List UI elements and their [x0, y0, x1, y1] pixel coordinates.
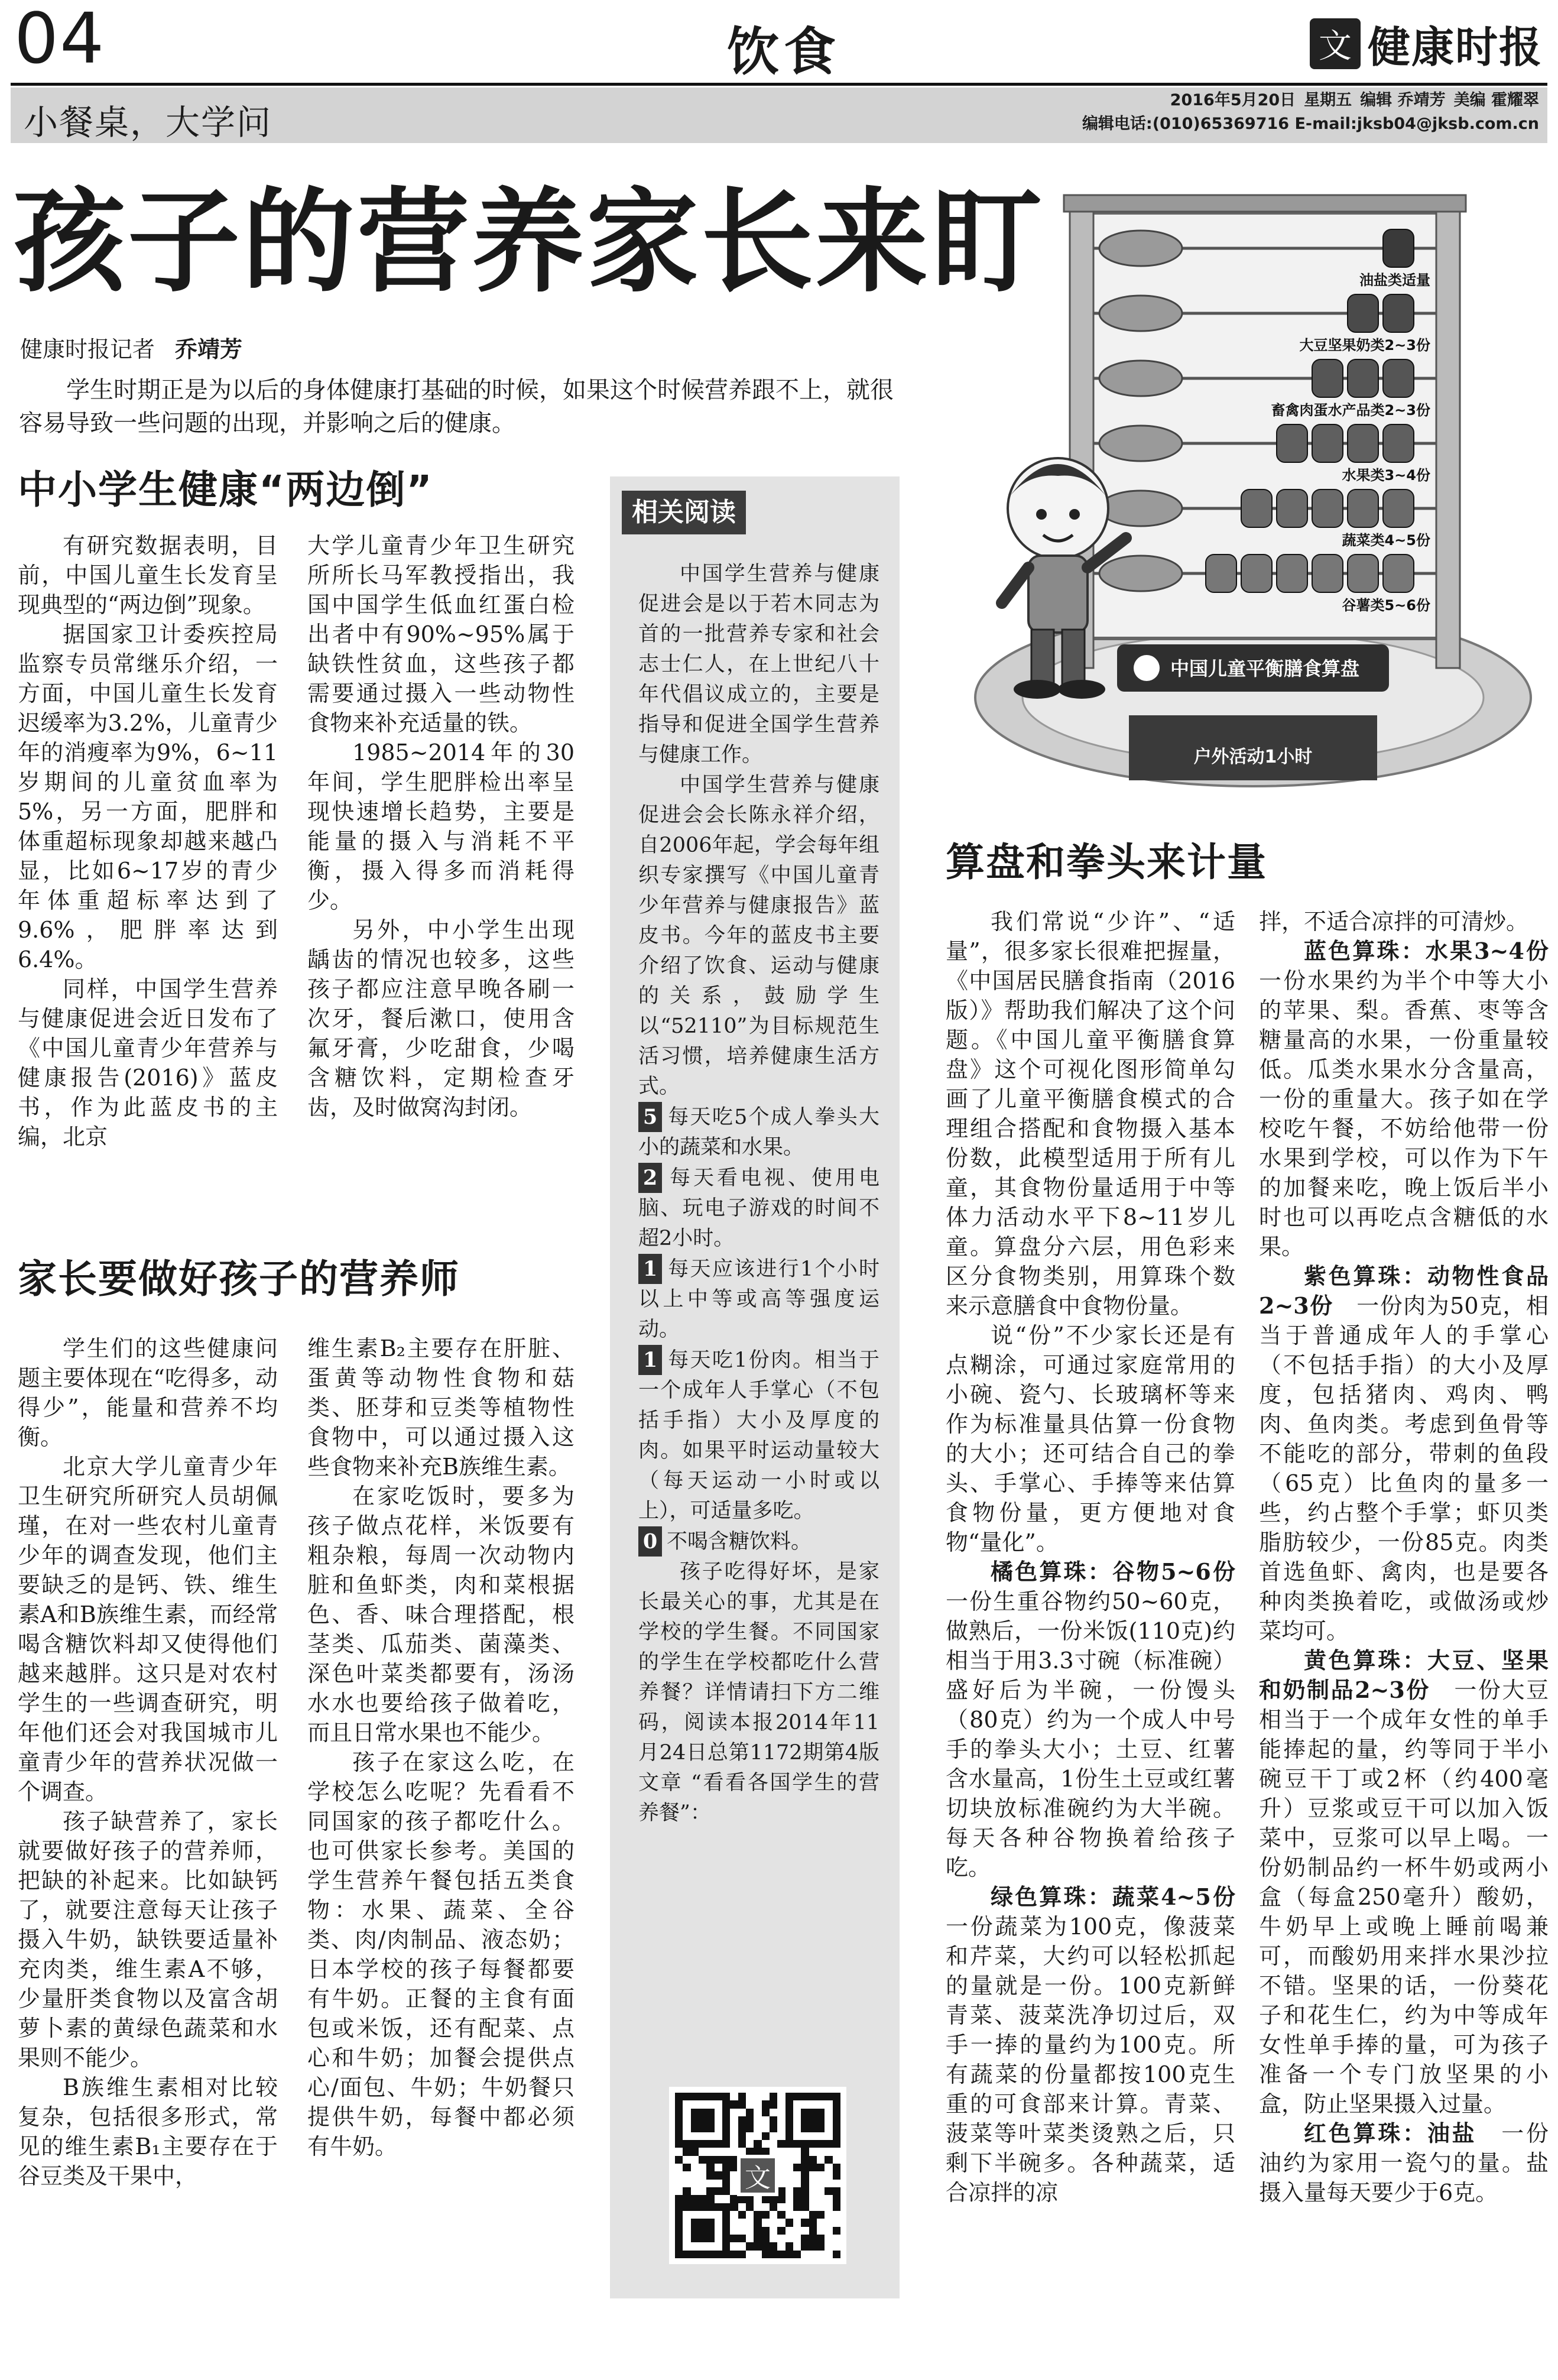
abacus-bead	[1312, 424, 1343, 462]
abacus-bead	[1241, 555, 1272, 592]
portion-text: 一份油约为家用一瓷勺的量。盐摄入量每天要少于6克。	[1259, 2120, 1549, 2206]
rule-number: 2	[638, 1163, 662, 1193]
food-icon	[1099, 361, 1182, 396]
lead-paragraph: 学生时期正是为以后的身体健康打基础的时候，如果这个时候营养跟不上，就很容易导致一些问题的出现，并影响之后的健康。	[19, 377, 894, 437]
section2-col1	[18, 1334, 278, 2191]
paragraph: 在家吃饭时，要多为孩子做点花样，米饭要有粗杂粮，每周一次动物内脏和鱼虾类，肉和菜根据色、香、味合理搭配，根茎类、瓜茄类、菌藻类、深色叶菜类都要有，汤汤水水也要给孩子做着吃，而且日常水果也不能少。	[307, 1483, 574, 1746]
issue-date: 2016年5月20日	[1170, 91, 1296, 109]
rule-item	[638, 1345, 879, 1526]
section3-col1	[946, 907, 1235, 2207]
related-reading-title: 相关阅读	[622, 491, 746, 534]
editor: 编辑 乔靖芳	[1360, 91, 1446, 109]
paragraph	[1259, 1646, 1549, 2119]
contact-line: 编辑电话:(010)65369716 E-mail:jksb04@jksb.com.cn	[1082, 115, 1539, 133]
rule-item	[638, 1254, 879, 1345]
portion-label: 橘色算珠：谷物5~6份	[991, 1558, 1235, 1585]
section3-col2	[1259, 907, 1549, 2207]
paragraph: 拌，不适合凉拌的可清炒。	[1259, 909, 1529, 935]
paragraph: 孩子缺营养了，家长就要做好孩子的营养师，把缺的补起来。比如缺钙了，就要注意每天让孩子摄入牛奶，缺铁要适量补充肉类，维生素A不够，少量肝类食物以及富含胡萝卜素的黄绿色蔬菜和水果则不能少。	[18, 1808, 278, 2071]
abacus-bead	[1277, 489, 1307, 527]
rule-item	[638, 1102, 879, 1163]
paragraph: 维生素B₂主要存在肝脏、蛋黄等动物性食物和菇类、胚芽和豆类等植物性食物中，可以通过摄入这些食物来补充B族维生素。	[307, 1335, 574, 1480]
section2-title: 家长要做好孩子的营养师	[18, 1256, 460, 1302]
abacus-row-label: 畜禽肉蛋水产品类2~3份	[1271, 402, 1430, 419]
abacus-bead	[1383, 294, 1414, 332]
logo-mark: 文	[1310, 18, 1361, 69]
food-icon	[1099, 556, 1182, 591]
byline-name: 乔靖芳	[175, 336, 243, 362]
paragraph: 北京大学儿童青少年卫生研究所研究人员胡佩瑾，在对一些农村儿童青少年的调查发现，他们主要缺乏的是钙、铁、维生素A和B族维生素，而经常喝含糖饮料却又使得他们越来越胖。这只是对农村学生的一些调查研究，明年他们还会对我国城市儿童青少年的营养状况做一个调查。	[18, 1454, 278, 1805]
paragraph: 说“份”不少家长还是有点糊涂，可通过家庭常用的小碗、瓷勺、长玻璃杯等来作为标准量具估算一份食物的大小；还可结合自己的拳头、手掌心、手捧等来估算食物份量，更方便地对食物“量化”。	[946, 1322, 1235, 1555]
food-icon	[1099, 491, 1182, 526]
paragraph: 据国家卫计委疾控局监察专员常继乐介绍，一方面，中国儿童生长发育迟缓率为3.2%，儿童青少年的消瘦率为9%，6~11岁期间的儿童贫血率为5%，另一方面，肥胖和体重超标现象却越来越凸显，比如6~17岁的青少年体重超标率达到了9.6%，肥胖率达到6.4%。	[18, 621, 278, 972]
paragraph	[1259, 1262, 1549, 1646]
column-name: 小餐桌，大学问	[24, 102, 272, 142]
rule-text: 每天应该进行1个小时以上中等或高等强度运动。	[638, 1257, 879, 1341]
portion-text: 一份肉为50克，相当于普通成年人的手掌心（不包括手指）的大小及厚度，包括猪肉、鸡肉、鸭肉、鱼肉类。考虑到鱼骨等不能吃的部分，带刺的鱼段（65克）比鱼肉的量多一些，约占整个手掌；虾贝类脂肪较少，一份85克。肉类首选鱼虾、禽肉，也是要各种肉类换着吃，或做汤或炒菜均可。	[1259, 1293, 1549, 1644]
byline	[20, 331, 242, 364]
abacus-bead	[1383, 229, 1414, 267]
portion-text: 一份水果约为半个中等大小的苹果、梨。香蕉、枣等含糖量高的水果，一份重量较低。瓜类水果水分含量高，一份的重量大。孩子如在学校吃午餐，不妨给他带一份水果到学校，可以作为下午的加餐来吃，晚上饭后半小时也可以再吃点含糖低的水果。	[1259, 968, 1549, 1260]
rule-number: 0	[638, 1526, 662, 1557]
abacus-top-bar	[1064, 195, 1466, 212]
section2-col2	[307, 1334, 574, 2161]
paragraph	[1259, 936, 1549, 1262]
portion-text: 一份大豆相当于一个成年女性的单手能捧起的量，约等同于半小碗豆干丁或2杯（约400毫升）豆浆或豆干可以加入饭菜中，豆浆可以早上喝。一份奶制品约一杯牛奶或两小盒（每盒250毫升）酸奶，牛奶早上或晚上睡前喝兼可，而酸奶用来拌水果沙拉不错。坚果的话，一份葵花子和花生仁，约为中等成年女性单手捧的量，可为孩子准备一个专门放坚果的小盒，防止坚果摄入过量。	[1259, 1677, 1549, 2117]
page-number: 04	[14, 0, 106, 79]
issue-meta	[1082, 89, 1539, 136]
abacus-bead	[1277, 555, 1307, 592]
rule-text: 每天吃5个成人拳头大小的蔬菜和水果。	[638, 1105, 879, 1159]
portion-label: 红色算珠：油盐	[1304, 2120, 1477, 2146]
abacus-bead	[1348, 424, 1378, 462]
paragraph: 大学儿童青少年卫生研究所所长马军教授指出，我国中国学生低血红蛋白检出者中有90%~95%属于缺铁性贫血，这些孩子都需要通过摄入一些动物性食物来补充适量的铁。	[307, 533, 574, 736]
paragraph	[946, 1882, 1235, 2207]
abacus-bead	[1383, 489, 1414, 527]
paragraph: 另外，中小学生出现龋齿的情况也较多，这些孩子都应注意早晚各刷一次牙，餐后漱口，使用含氟牙膏，少吃甜食，少喝含糖饮料，定期检查牙齿，及时做窝沟封闭。	[307, 917, 574, 1120]
paragraph	[1259, 2119, 1549, 2207]
paragraph: 中国学生营养与健康促进会会长陈永祥介绍，自2006年起，学会每年组织专家撰写《中国儿童青少年营养与健康报告》蓝皮书。今年的蓝皮书主要介绍了饮食、运动与健康的关系，鼓励学生以“52110”为目标规范生活习惯，培养健康生活方式。	[638, 773, 879, 1098]
abacus-bead	[1348, 294, 1378, 332]
paragraph: 中国学生营养与健康促进会是以于若木同志为首的一批营养专家和社会志士仁人，在上世纪八十年代倡议成立的，主要是指导和促进全国学生营养与健康工作。	[638, 562, 879, 767]
rule-number: 1	[638, 1345, 662, 1375]
paragraph: 同样，中国学生营养与健康促进会近日发布了《中国儿童青少年营养与健康报告(2016)》蓝皮书，作为此蓝皮书的主编，北京	[18, 976, 278, 1150]
paragraph: B族维生素相对比较复杂，包括很多形式，常见的维生素B₁主要存在于谷豆类及干果中，	[18, 2074, 278, 2189]
abacus-bead	[1348, 359, 1378, 397]
logo-text: 健康时报	[1367, 22, 1543, 72]
rule-number: 5	[638, 1102, 662, 1132]
issue-weekday: 星期五	[1304, 91, 1352, 109]
abacus-bead	[1312, 359, 1343, 397]
abacus-bead	[1241, 489, 1272, 527]
masthead-rule	[11, 83, 1547, 86]
portion-label: 蓝色算珠：水果3~4份	[1304, 938, 1549, 964]
headline: 孩子的营养家长来盯	[13, 177, 1046, 307]
abacus-bead	[1312, 555, 1343, 592]
abacus-bead	[1277, 424, 1307, 462]
food-icon	[1099, 296, 1182, 331]
qr-center-logo: 文	[737, 2155, 778, 2196]
portion-text: 一份蔬菜为100克，像菠菜和芹菜，大约可以轻松抓起的量就是一份。100克新鲜青菜、菠菜洗净切过后，双手一捧的量约为100克。所有蔬菜的份量都按100克生重的可食部来计算。青菜、菠菜等叶菜类烫熟之后，只剩下半碗多。各种蔬菜，适合凉拌的凉	[946, 1914, 1235, 2206]
paragraph: 1985~2014年的30年间，学生肥胖检出率呈现快速增长趋势，主要是能量的摄入与消耗不平衡，摄入得多而消耗得少。	[307, 740, 574, 913]
paragraph: 孩子吃得好坏，是家长最关心的事，尤其是在学校的学生餐。不同国家的学生在学校都吃什么营养餐？详情请扫下方二维码，阅读本报2014年11月24日总第1172期第4版文章 “看看各国学生的营养餐”：	[638, 1560, 879, 1825]
portion-text: 一份生重谷物约50~60克，做熟后，一份米饭(110克)约相当于用3.3寸碗（标准碗）盛好后为半碗，一份馒头（80克）约为一个成人中号手的拳头大小；土豆、红薯含水量高，1份生土豆或红薯切块放标准碗约为大半碗。每天各种谷物换着给孩子吃。	[946, 1588, 1235, 1880]
byline-label: 健康时报记者	[20, 336, 155, 362]
rule-text: 不喝含糖饮料。	[667, 1530, 812, 1554]
portion-label: 紫色算珠：动物性食品2~3份	[1259, 1263, 1549, 1319]
abacus-bead	[1348, 555, 1378, 592]
rule-item	[638, 1163, 879, 1254]
newspaper-logo	[1310, 13, 1543, 74]
paragraph: 有研究数据表明，目前，中国儿童生长发育呈现典型的“两边倒”现象。	[18, 533, 278, 618]
food-icon	[1099, 231, 1182, 266]
abacus-row-label: 蔬菜类4~5份	[1342, 532, 1430, 549]
abacus-bead	[1383, 424, 1414, 462]
rule-text: 每天看电视、使用电脑、玩电子游戏的时间不超2小时。	[638, 1166, 879, 1250]
rule-number: 1	[638, 1254, 662, 1284]
abacus-bead	[1383, 359, 1414, 397]
abacus-bead	[1206, 555, 1236, 592]
section1-col2	[307, 531, 574, 1122]
abacus-row-label: 水果类3~4份	[1342, 467, 1430, 484]
section1-col1	[18, 531, 278, 1152]
base-emblem	[1134, 655, 1160, 681]
food-icon	[1099, 426, 1182, 461]
section-title: 饮食	[727, 21, 841, 82]
qr-code[interactable]	[669, 2087, 846, 2264]
abacus-bead	[1383, 555, 1414, 592]
abacus-row-label: 谷薯类5~6份	[1342, 597, 1430, 614]
abacus-bead	[1348, 489, 1378, 527]
section1-title: 中小学生健康“两边倒”	[18, 467, 433, 513]
art-editor: 美编 霍耀翠	[1453, 91, 1539, 109]
abacus-right-post	[1436, 201, 1460, 668]
date-line	[1082, 89, 1539, 112]
abacus-base-label: 中国儿童平衡膳食算盘	[1170, 657, 1360, 680]
related-reading-text	[638, 559, 879, 1828]
portion-label: 黄色算珠：大豆、坚果和奶制品2~3份	[1259, 1647, 1549, 1703]
track-label: 户外活动1小时	[1193, 747, 1313, 767]
paragraph: 孩子在家这么吃，在学校怎么吃呢？先看看不同国家的孩子都吃什么。也可供家长参考。美国的学生营养午餐包括五类食物：水果、蔬菜、全谷类、肉/肉制品、液态奶；日本学校的孩子每餐都要有牛奶。正餐的主食有面包或米饭，还有配菜、点心和牛奶；加餐会提供点心/面包、牛奶；牛奶餐只提供牛奶，每餐中都必须有牛奶。	[307, 1749, 574, 2159]
paragraph: 学生们的这些健康问题主要体现在“吃得多，动得少”，能量和营养不均衡。	[18, 1335, 278, 1450]
rule-text: 每天吃1份肉。相当于一个成年人手掌心（不包括手指）大小及厚度的肉。如果平时运动量较大（每天运动一小时或以上），可适量多吃。	[638, 1348, 879, 1523]
paragraph: 我们常说“少许”、“适量”，很多家长很难把握量，《中国居民膳食指南（2016版）》帮助我们解决了这个问题。《中国儿童平衡膳食算盘》这个可视化图形简单勾画了儿童平衡膳食模式的合理组合搭配和食物摄入基本份数，此模型适用于所有儿童，其食物份量适用于中等体力活动水平下8~11岁儿童。算盘分六层，用色彩来区分食物类别，用算珠个数来示意膳食中食物份量。	[946, 909, 1235, 1319]
abacus-row-label: 油盐类适量	[1359, 272, 1430, 288]
section3-title: 算盘和拳头来计量	[946, 839, 1267, 885]
abacus-row-label: 大豆坚果奶类2~3份	[1299, 337, 1430, 354]
abacus-bead	[1312, 489, 1343, 527]
abacus-illustration	[969, 177, 1543, 792]
rule-item	[638, 1526, 879, 1557]
paragraph	[946, 1557, 1235, 1882]
portion-label: 绿色算珠：蔬菜4~5份	[991, 1883, 1235, 1910]
